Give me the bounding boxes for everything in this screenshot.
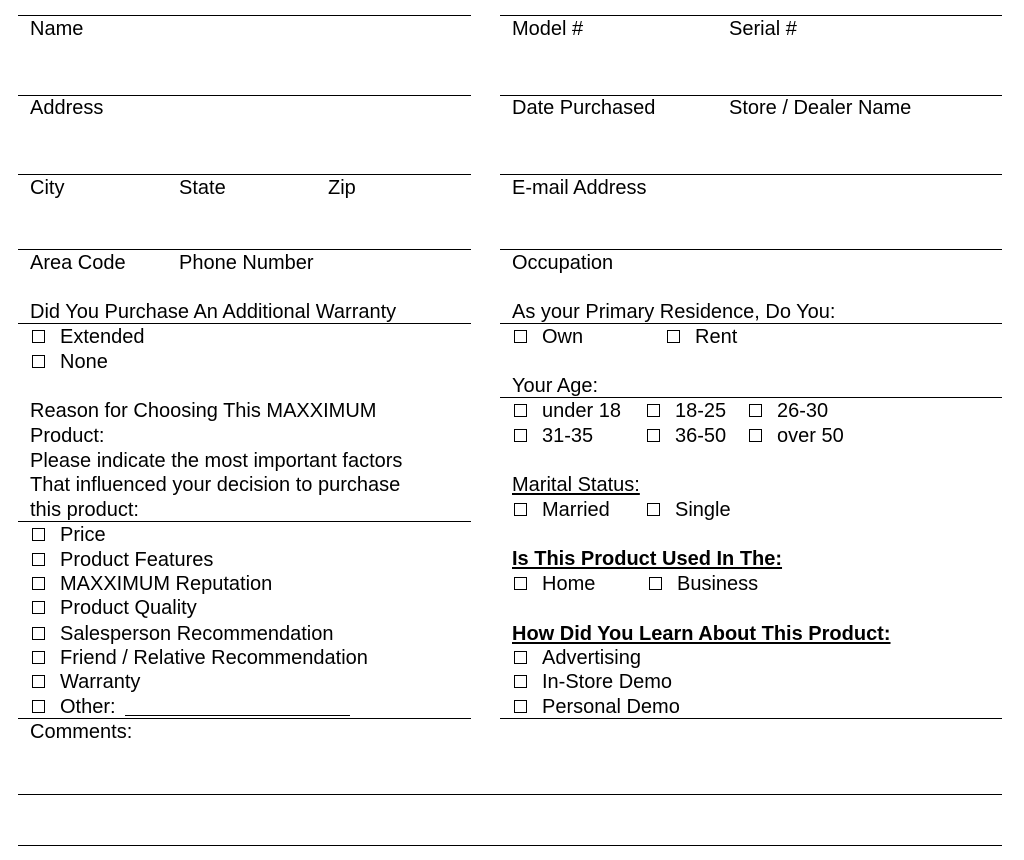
checkbox-maxximum-reputation[interactable] — [32, 577, 45, 590]
rule-comments-top — [18, 718, 471, 719]
email-label: E-mail Address — [512, 177, 647, 199]
date-purchased-label: Date Purchased — [512, 97, 656, 119]
option-home-label: Home — [542, 573, 596, 595]
option-own-label: Own — [542, 326, 584, 348]
reason-line-3: Please indicate the most important factors — [30, 450, 403, 472]
warranty-question: Did You Purchase An Additional Warranty — [30, 301, 397, 323]
checkbox-business[interactable] — [649, 577, 662, 590]
checkbox-other[interactable] — [32, 700, 45, 713]
checkbox-product-features[interactable] — [32, 553, 45, 566]
rule-model-top — [500, 15, 1002, 16]
checkbox-in-store-demo[interactable] — [514, 675, 527, 688]
address-label: Address — [30, 97, 104, 119]
option-friend-relative-recommendation-label: Friend / Relative Recommendation — [60, 647, 368, 669]
checkbox-18-25[interactable] — [647, 404, 660, 417]
checkbox-over-50[interactable] — [749, 429, 762, 442]
option-single-label: Single — [675, 499, 731, 521]
option-salesperson-recommendation-label: Salesperson Recommendation — [60, 623, 334, 645]
checkbox-rent[interactable] — [667, 330, 680, 343]
reason-line-2: Product: — [30, 425, 105, 447]
other-write-in-line[interactable] — [125, 715, 350, 716]
checkbox-26-30[interactable] — [749, 404, 762, 417]
option-advertising-label: Advertising — [542, 647, 641, 669]
option-extended-label: Extended — [60, 326, 145, 348]
checkbox-31-35[interactable] — [514, 429, 527, 442]
rule-address-top — [18, 95, 471, 96]
checkbox-personal-demo[interactable] — [514, 700, 527, 713]
rule-city-top — [18, 174, 471, 175]
checkbox-none[interactable] — [32, 355, 45, 368]
reason-line-1: Reason for Choosing This MAXXIMUM — [30, 400, 377, 422]
checkbox-extended[interactable] — [32, 330, 45, 343]
option-31-35-label: 31-35 — [542, 425, 594, 447]
option-26-30-label: 26-30 — [777, 400, 829, 422]
option-maxximum-reputation-label: MAXXIMUM Reputation — [60, 573, 273, 595]
option-business-label: Business — [677, 573, 759, 595]
option-in-store-demo-label: In-Store Demo — [542, 671, 673, 693]
rule-name-top — [18, 15, 471, 16]
rule-occupation-top — [500, 249, 1002, 250]
serial-label: Serial # — [729, 18, 797, 40]
comments-line-1 — [18, 794, 1002, 795]
phone-label: Phone Number — [179, 252, 314, 274]
option-married-label: Married — [542, 499, 610, 521]
option-product-quality-label: Product Quality — [60, 597, 197, 619]
comments-label: Comments: — [30, 721, 133, 743]
area-code-label: Area Code — [30, 252, 126, 274]
learn-question: How Did You Learn About This Product: — [512, 623, 891, 645]
rule-reason — [18, 521, 471, 522]
store-dealer-label: Store / Dealer Name — [729, 97, 912, 119]
checkbox-under-18[interactable] — [514, 404, 527, 417]
checkbox-friend-relative-recommendation[interactable] — [32, 651, 45, 664]
marital-question: Marital Status: — [512, 474, 640, 496]
checkbox-price[interactable] — [32, 528, 45, 541]
city-label: City — [30, 177, 65, 199]
checkbox-married[interactable] — [514, 503, 527, 516]
rule-residence — [500, 323, 1002, 324]
option-personal-demo-label: Personal Demo — [542, 696, 680, 718]
rule-date-top — [500, 95, 1002, 96]
rule-right-bottom — [500, 718, 1002, 719]
option-under-18-label: under 18 — [542, 400, 621, 422]
used-question: Is This Product Used In The: — [512, 548, 783, 570]
checkbox-advertising[interactable] — [514, 651, 527, 664]
option-over-50-label: over 50 — [777, 425, 844, 447]
zip-label: Zip — [328, 177, 356, 199]
option-warranty-label: Warranty — [60, 671, 141, 693]
option-18-25-label: 18-25 — [675, 400, 727, 422]
option-none-label: None — [60, 351, 108, 373]
reason-line-4: That influenced your decision to purchase — [30, 474, 401, 496]
option-rent-label: Rent — [695, 326, 738, 348]
rule-age — [500, 397, 1002, 398]
checkbox-salesperson-recommendation[interactable] — [32, 627, 45, 640]
reason-line-5: this product: — [30, 499, 139, 521]
occupation-label: Occupation — [512, 252, 614, 274]
checkbox-single[interactable] — [647, 503, 660, 516]
checkbox-warranty[interactable] — [32, 675, 45, 688]
rule-warranty — [18, 323, 471, 324]
option-product-features-label: Product Features — [60, 549, 214, 571]
rule-email-top — [500, 174, 1002, 175]
checkbox-own[interactable] — [514, 330, 527, 343]
comments-line-2 — [18, 845, 1002, 846]
checkbox-36-50[interactable] — [647, 429, 660, 442]
checkbox-home[interactable] — [514, 577, 527, 590]
model-label: Model # — [512, 18, 584, 40]
name-label: Name — [30, 18, 84, 40]
age-question: Your Age: — [512, 375, 599, 397]
checkbox-product-quality[interactable] — [32, 601, 45, 614]
option-price-label: Price — [60, 524, 106, 546]
rule-phone-top — [18, 249, 471, 250]
residence-question: As your Primary Residence, Do You: — [512, 301, 836, 323]
state-label: State — [179, 177, 226, 199]
option-36-50-label: 36-50 — [675, 425, 727, 447]
option-other-label: Other: — [60, 696, 116, 718]
